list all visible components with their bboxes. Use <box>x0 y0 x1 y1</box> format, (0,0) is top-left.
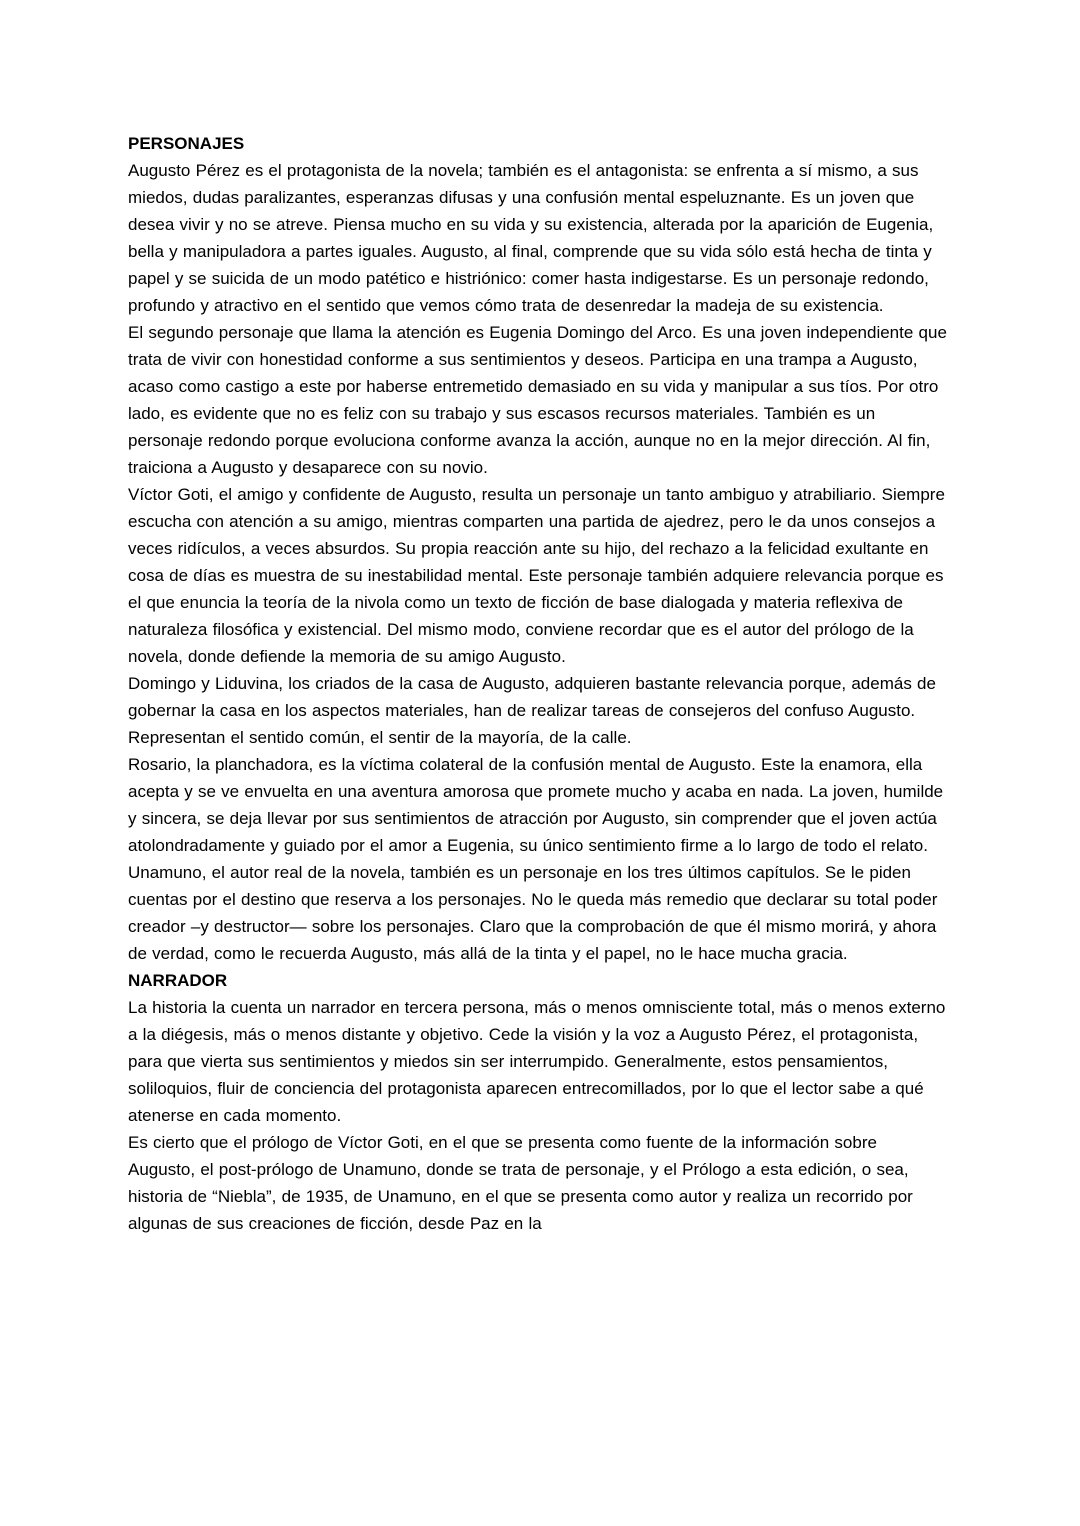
paragraph-victor-goti: Víctor Goti, el amigo y confidente de Augusto, resulta un personaje un tanto ambiguo y atrabiliario. Siempre escucha con atención a su amigo, mientras comparten una partida de ajedrez, pero le da unos consejos a veces ridículos, a veces absurdos. Su propia reacción ante su hijo, del rechazo a la felicidad exultante en cosa de días es muestra de su inestabilidad mental. Este personaje también adquiere relevancia porque es el que enuncia la teoría de la nivola como un texto de ficción de base dialogada y materia reflexiva de naturaleza filosófica y existencial. Del mismo modo, conviene recordar que es el autor del prólogo de la novela, donde defiende la memoria de su amigo Augusto. <box>128 485 945 666</box>
paragraph-prologos: Es cierto que el prólogo de Víctor Goti, en el que se presenta como fuente de la información sobre Augusto, el post-prólogo de Unamuno, donde se trata de personaje, y el Prólogo a esta edición, o sea, historia de “Niebla”, de 1935, de Unamuno, en el que se presenta como autor y realiza un recorrido por algunas de sus creaciones de ficción, desde Paz en la <box>128 1133 913 1233</box>
section-heading-personajes: PERSONAJES <box>128 134 245 153</box>
paragraph-narrador-tercera-persona: La historia la cuenta un narrador en tercera persona, más o menos omnisciente total, más o menos externo a la diégesis, más o menos distante y objetivo. Cede la visión y la voz a Augusto Pérez, el protagonista, para que vierta sus sentimientos y miedos sin ser interrumpido. Generalmente, estos pensamientos, soliloquios, fluir de conciencia del protagonista aparecen entrecomillados, por lo que el lector sabe a qué atenerse en cada momento. <box>128 998 946 1125</box>
paragraph-augusto: Augusto Pérez es el protagonista de la novela; también es el antagonista: se enfrenta a sí mismo, a sus miedos, dudas paralizantes, esperanzas difusas y una confusión mental espeluznante. Es un joven que desea vivir y no se atreve. Piensa mucho en su vida y su existencia, alterada por la aparición de Eugenia, bella y manipuladora a partes iguales. Augusto, al final, comprende que su vida sólo está hecha de tinta y papel y se suicida de un modo patético e histriónico: comer hasta indigestarse. Es un personaje redondo, profundo y atractivo en el sentido que vemos cómo trata de desenredar la madeja de su existencia. <box>128 161 934 315</box>
paragraph-eugenia: El segundo personaje que llama la atención es Eugenia Domingo del Arco. Es una joven independiente que trata de vivir con honestidad conforme a sus sentimientos y deseos. Participa en una trampa a Augusto, acaso como castigo a este por haberse entremetido demasiado en su vida y manipular a sus tíos. Por otro lado, es evidente que no es feliz con su trabajo y sus escasos recursos materiales. También es un personaje redondo porque evoluciona conforme avanza la acción, aunque no en la mejor dirección. Al fin, traiciona a Augusto y desaparece con su novio. <box>128 323 947 477</box>
paragraph-rosario: Rosario, la planchadora, es la víctima colateral de la confusión mental de Augusto. Este la enamora, ella acepta y se ve envuelta en una aventura amorosa que promete mucho y acaba en nada. La joven, humilde y sincera, se deja llevar por sus sentimientos de atracción por Augusto, sin comprender que el joven actúa atolondradamente y guiado por el amor a Eugenia, su único sentimiento firme a lo largo de todo el relato. <box>128 755 944 855</box>
paragraph-domingo-liduvina: Domingo y Liduvina, los criados de la casa de Augusto, adquieren bastante relevancia porque, además de gobernar la casa en los aspectos materiales, han de realizar tareas de consejeros del confuso Augusto. Representan el sentido común, el sentir de la mayoría, de la calle. <box>128 674 936 747</box>
section-heading-narrador: NARRADOR <box>128 971 228 990</box>
paragraph-unamuno: Unamuno, el autor real de la novela, también es un personaje en los tres últimos capítulos. Se le piden cuentas por el destino que reserva a los personajes. No le queda más remedio que declarar su total poder creador –y destructor— sobre los personajes. Claro que la comprobación de que él mismo morirá, y ahora de verdad, como le recuerda Augusto, más allá de la tinta y el papel, no le hace mucha gracia. <box>128 863 938 963</box>
